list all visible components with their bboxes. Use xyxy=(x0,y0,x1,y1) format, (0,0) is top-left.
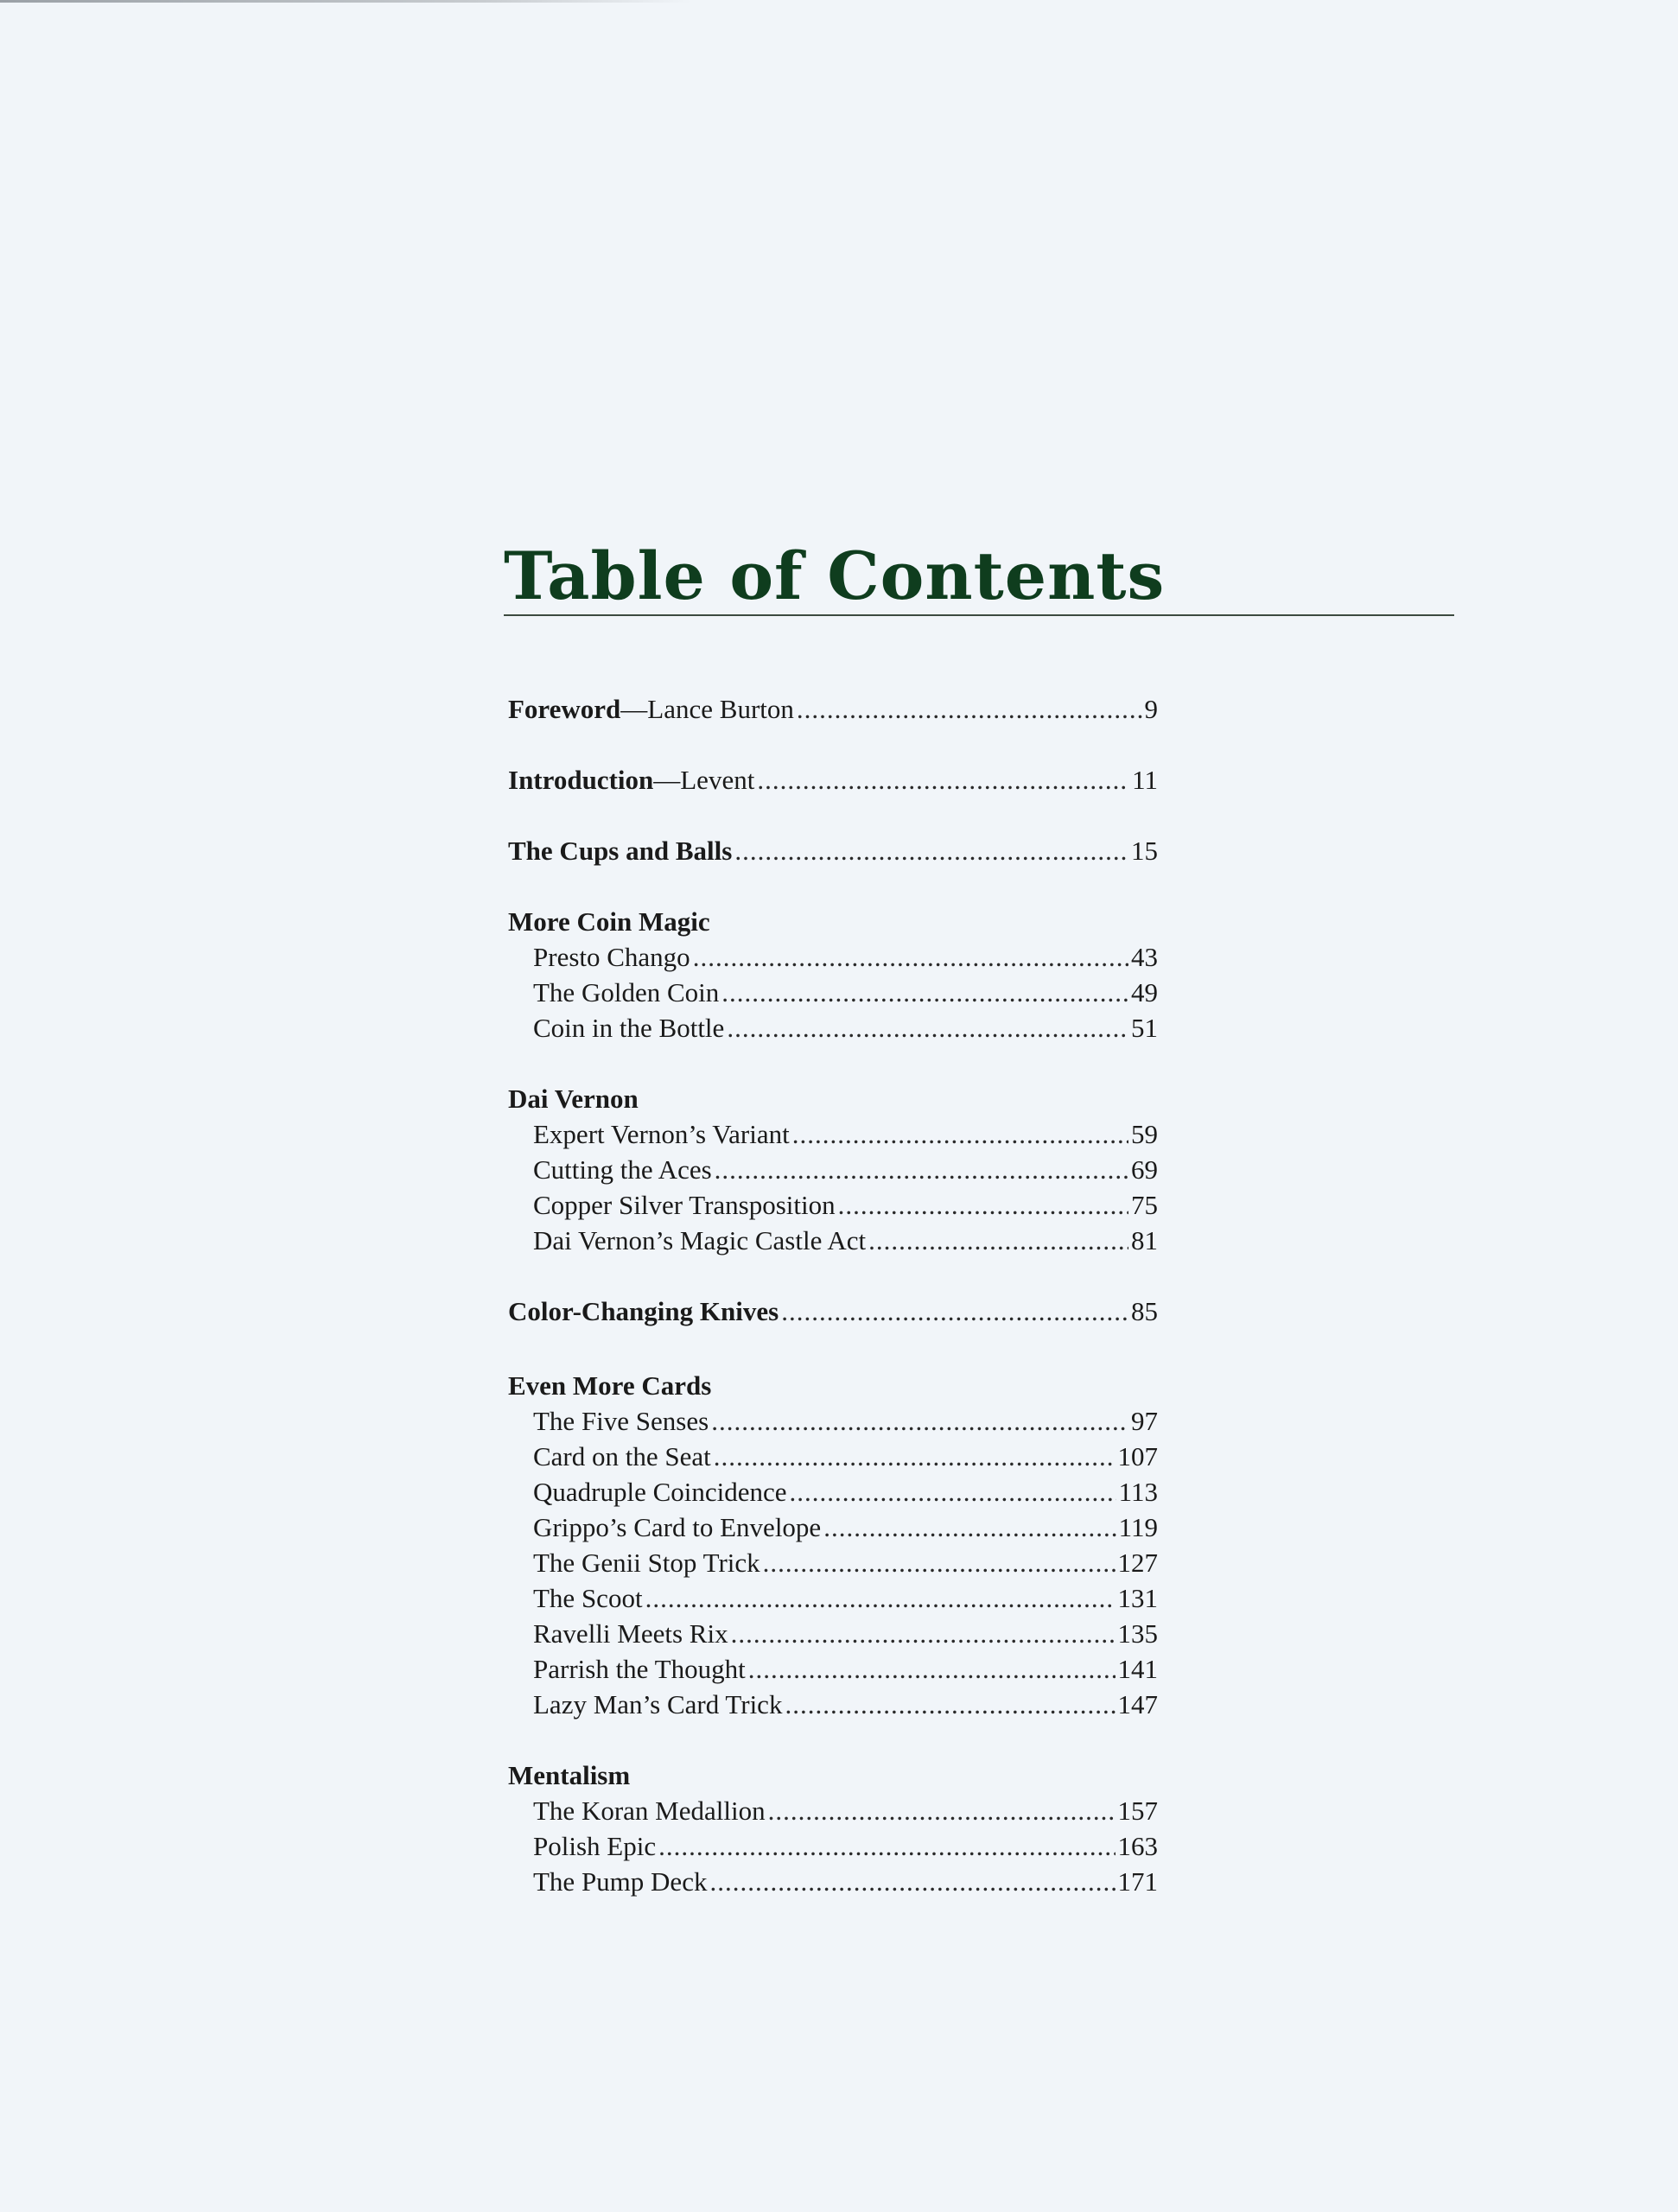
toc-entry-label: The Koran Medallion xyxy=(533,1796,766,1826)
dot-leader xyxy=(797,691,1142,727)
spacer xyxy=(508,1329,1158,1368)
toc-entry[interactable] xyxy=(508,1651,1158,1687)
spacer xyxy=(508,798,1158,833)
page-number: 141 xyxy=(1117,1654,1158,1684)
toc-entry-label: Quadruple Coincidence xyxy=(533,1477,787,1507)
toc-section-heading-mentalism: Mentalism xyxy=(508,1760,631,1790)
toc-entry[interactable] xyxy=(508,1580,1158,1616)
spacer xyxy=(508,1722,1158,1758)
dot-leader xyxy=(658,1828,1115,1864)
toc-entry-label xyxy=(508,762,754,798)
dot-leader xyxy=(721,975,1128,1010)
page-title: Table of Contents xyxy=(504,537,1166,614)
toc-entry[interactable] xyxy=(508,1616,1158,1651)
toc-heading: Color-Changing Knives xyxy=(508,1296,779,1326)
toc-section-heading-coin-magic: More Coin Magic xyxy=(508,906,710,937)
dot-leader xyxy=(715,1152,1128,1187)
title-block xyxy=(504,537,1454,622)
spacer xyxy=(508,727,1158,762)
page-number: 113 xyxy=(1118,1477,1158,1507)
toc-entry[interactable] xyxy=(508,1439,1158,1474)
page-number: 147 xyxy=(1117,1689,1158,1719)
toc-entry-label: Ravelli Meets Rix xyxy=(533,1618,728,1649)
page-number: 157 xyxy=(1117,1796,1158,1826)
toc-entry-author: —Lance Burton xyxy=(620,694,794,724)
toc-entry-label xyxy=(508,691,794,727)
toc-entry-label: Dai Vernon’s Magic Castle Act xyxy=(533,1225,867,1255)
toc-entry-label: Grippo’s Card to Envelope xyxy=(533,1512,822,1542)
page-number: 11 xyxy=(1132,765,1158,795)
toc-entry-label: Copper Silver Transposition xyxy=(533,1190,836,1220)
spacer xyxy=(508,868,1158,904)
toc-entry-label: Cutting the Aces xyxy=(533,1154,712,1185)
toc-entry[interactable] xyxy=(508,1187,1158,1223)
toc-entry-foreword[interactable] xyxy=(508,691,1158,727)
title-underline xyxy=(504,614,1454,616)
toc-entry[interactable] xyxy=(508,1510,1158,1545)
toc-entry[interactable] xyxy=(508,1828,1158,1864)
dot-leader xyxy=(792,1116,1128,1152)
page-number: 51 xyxy=(1131,1013,1158,1043)
page-number: 85 xyxy=(1131,1296,1158,1326)
dot-leader xyxy=(714,1439,1115,1474)
toc-entry-label: The Scoot xyxy=(533,1583,643,1613)
dot-leader xyxy=(711,1403,1128,1439)
toc-entry-color-changing-knives[interactable] xyxy=(508,1294,1158,1329)
dot-leader xyxy=(645,1580,1115,1616)
page-number: 59 xyxy=(1131,1119,1158,1149)
toc-entry-label: Card on the Seat xyxy=(533,1441,711,1471)
toc-entry-label: Presto Chango xyxy=(533,942,690,972)
page-number: 131 xyxy=(1117,1583,1158,1613)
toc-entry[interactable] xyxy=(508,1152,1158,1187)
toc-entry-introduction[interactable] xyxy=(508,762,1158,798)
toc-section-heading-dai-vernon: Dai Vernon xyxy=(508,1084,639,1114)
page-number: 9 xyxy=(1144,694,1158,724)
toc-entry-label: Expert Vernon’s Variant xyxy=(533,1119,790,1149)
toc-entry[interactable] xyxy=(508,1116,1158,1152)
dot-leader xyxy=(748,1651,1115,1687)
dot-leader xyxy=(693,939,1128,975)
dot-leader xyxy=(727,1010,1128,1046)
toc-entry-label: The Genii Stop Trick xyxy=(533,1548,760,1578)
toc-section-heading-even-more-cards: Even More Cards xyxy=(508,1370,712,1401)
page-number: 119 xyxy=(1118,1512,1158,1542)
dot-leader xyxy=(838,1187,1128,1223)
page-number: 97 xyxy=(1131,1406,1158,1436)
page-number: 163 xyxy=(1117,1831,1158,1861)
toc-entry[interactable] xyxy=(508,1793,1158,1828)
page-number: 127 xyxy=(1117,1548,1158,1578)
page-number: 81 xyxy=(1131,1225,1158,1255)
toc-entry-label: Coin in the Bottle xyxy=(533,1013,725,1043)
dot-leader xyxy=(709,1864,1115,1899)
table-of-contents xyxy=(508,691,1158,1899)
scan-edge-line xyxy=(0,0,691,3)
toc-entry-author: —Levent xyxy=(653,765,755,795)
toc-entry[interactable] xyxy=(508,1010,1158,1046)
toc-entry[interactable] xyxy=(508,1545,1158,1580)
dot-leader xyxy=(757,762,1129,798)
dot-leader xyxy=(781,1294,1128,1329)
dot-leader xyxy=(868,1223,1128,1258)
page-number: 43 xyxy=(1131,942,1158,972)
page-number: 69 xyxy=(1131,1154,1158,1185)
toc-entry-label: The Golden Coin xyxy=(533,977,720,1007)
toc-entry[interactable] xyxy=(508,1687,1158,1722)
toc-entry-cups-and-balls[interactable] xyxy=(508,833,1158,868)
toc-entry[interactable] xyxy=(508,939,1158,975)
toc-entry-label: Polish Epic xyxy=(533,1831,657,1861)
dot-leader xyxy=(785,1687,1115,1722)
toc-entry[interactable] xyxy=(508,1403,1158,1439)
toc-entry[interactable] xyxy=(508,1864,1158,1899)
page-number: 135 xyxy=(1117,1618,1158,1649)
page-number: 107 xyxy=(1117,1441,1158,1471)
toc-heading: The Cups and Balls xyxy=(508,836,733,866)
dot-leader xyxy=(731,1616,1115,1651)
dot-leader xyxy=(790,1474,1116,1510)
toc-entry[interactable] xyxy=(508,1223,1158,1258)
dot-leader xyxy=(768,1793,1115,1828)
dot-leader xyxy=(734,833,1128,868)
toc-entry[interactable] xyxy=(508,975,1158,1010)
page-number: 15 xyxy=(1131,836,1158,866)
dot-leader xyxy=(823,1510,1115,1545)
toc-entry[interactable] xyxy=(508,1474,1158,1510)
page-number: 171 xyxy=(1117,1866,1158,1897)
toc-heading: Foreword xyxy=(508,694,621,724)
spacer xyxy=(508,1046,1158,1081)
toc-entry-label: Lazy Man’s Card Trick xyxy=(533,1689,783,1719)
page-number: 49 xyxy=(1131,977,1158,1007)
toc-heading: Introduction xyxy=(508,765,654,795)
spacer xyxy=(508,1258,1158,1294)
toc-entry-label: Parrish the Thought xyxy=(533,1654,746,1684)
toc-entry-label: The Pump Deck xyxy=(533,1866,708,1897)
page-number: 75 xyxy=(1131,1190,1158,1220)
dot-leader xyxy=(763,1545,1115,1580)
toc-entry-label: The Five Senses xyxy=(533,1406,709,1436)
